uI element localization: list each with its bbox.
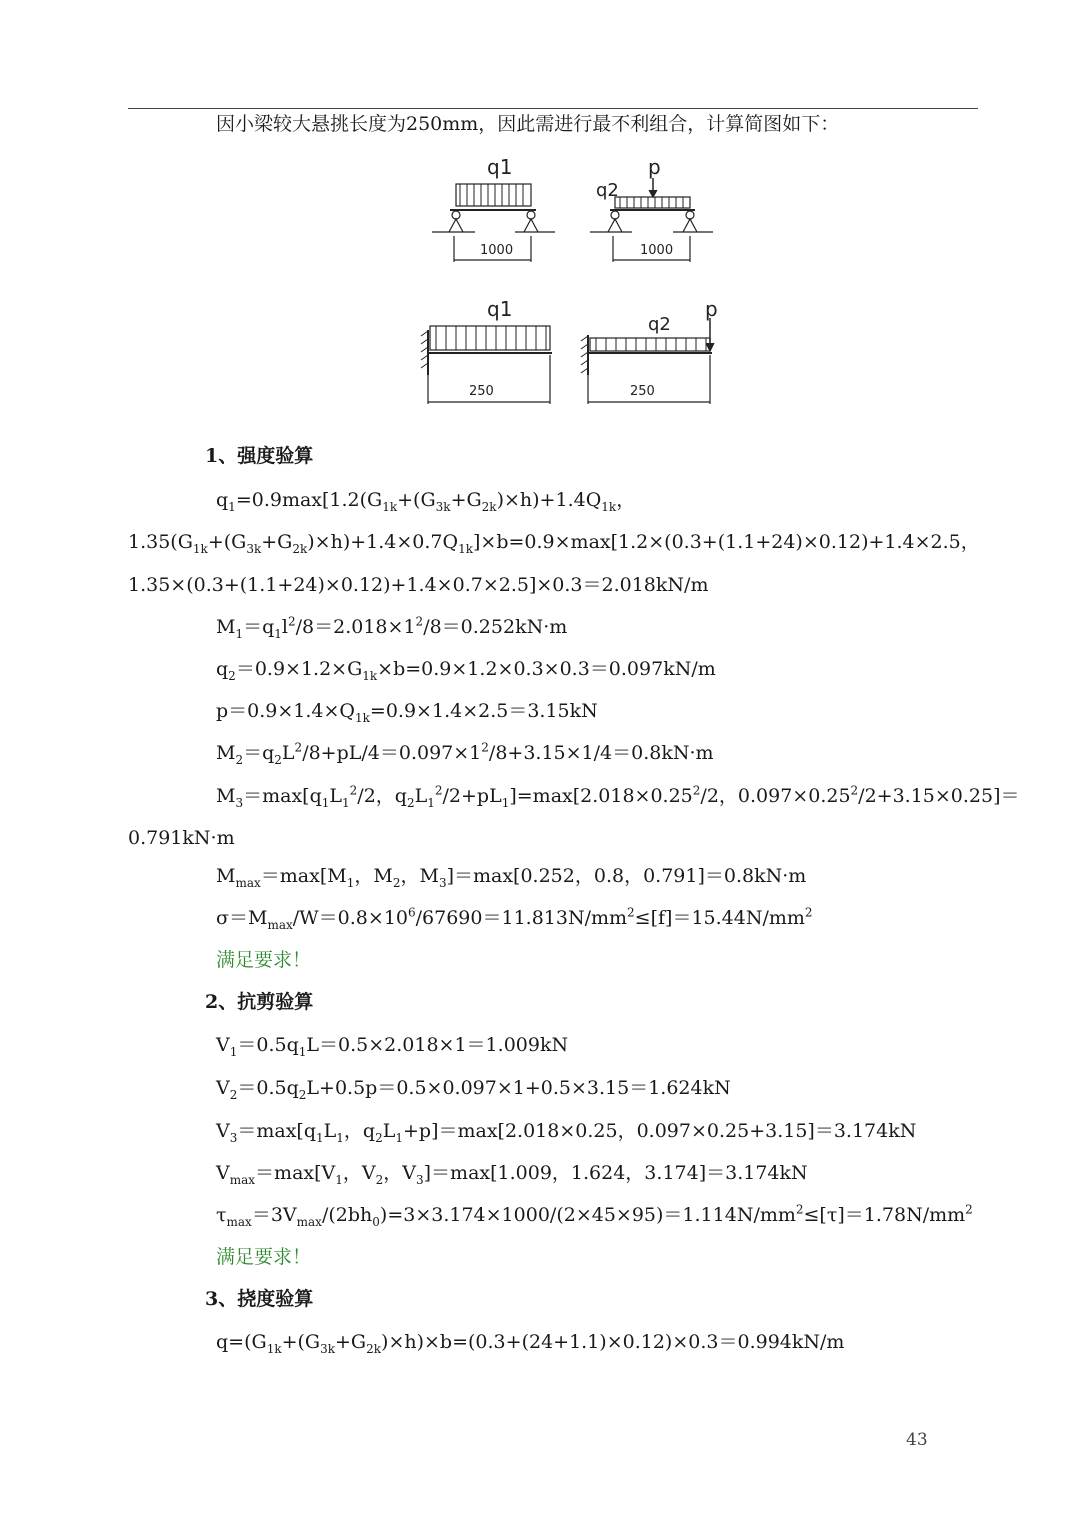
diagram-span: 1000	[640, 243, 674, 258]
section-heading-deflection: 3、挠度验算	[205, 1288, 314, 1310]
diagram-span: 250	[469, 384, 494, 399]
diagram-label-p: p	[648, 155, 661, 179]
formula-m1: $M_1=q_1l^2/8=2.018\times 1^2/8=0.252kN\cdot m$	[216, 614, 568, 641]
intro-text: 因小梁较大悬挑长度为250mm，因此需进行最不利组合，计算简图如下：	[216, 113, 840, 135]
formula-m3-line2: 0.791kN·m	[128, 827, 235, 849]
formula-q1-line2: $1.35(G_{1k}+(G_{3k}+G_{2k})\times h)+1.4\times 0.7Q_{1k}]\times b=0.9\times\max[1.2\times(0.3+(1.1+24)\times 0.12)+1.4\times 2.5$，	[128, 531, 980, 556]
diagram-span: 250	[630, 384, 655, 399]
diagram-span: 1000	[480, 243, 514, 258]
formula-v3: $V_3=\max[q_1L_1$，$q_2L_1+p]=\max[2.018\times 0.25$，0.097×0.25+3.15]＝3.174kN	[216, 1120, 917, 1145]
check-ok-shear: 满足要求！	[216, 1246, 312, 1268]
formula-q1: $q_1=0.9\max[1.2(G_{1k}+(G_{3k}+G_{2k})\times h)+1.4Q_{1k}$，	[216, 489, 636, 514]
formula-v1: $V_1=0.5q_1L=0.5\times 2.018\times 1=1.009kN$	[216, 1034, 569, 1059]
formula-vmax: $V_{max}=\max[V_1$，$V_2$，$V_3]=\max[1.009$，1.624，3.174]＝3.174kN	[216, 1162, 808, 1187]
diagram-label-q1: q1	[487, 155, 513, 179]
diagram-label-p: p	[705, 297, 718, 321]
diagram-label-q2: q2	[648, 314, 671, 335]
formula-mmax: $M_{max}=\max[M_1$，$M_2$，$M_3]=\max[0.252$，0.8，0.791]＝0.8kN·m	[216, 865, 807, 890]
diagram-label-q1: q1	[487, 297, 513, 321]
section-heading-shear: 2、抗剪验算	[205, 991, 314, 1013]
formula-tau: $\tau_{max}=3V_{max}/(2bh_0)=3\times 3.174\times 1000/(2\times 45\times 95)=1.114N/mm^2\le[\tau]=1.78N/mm^2$	[216, 1202, 973, 1229]
formula-p: $p=0.9\times 1.4\times Q_{1k}=0.9\times 1.4\times 2.5=3.15kN$	[216, 700, 598, 725]
formula-v2: $V_2=0.5q_2L+0.5p=0.5\times 0.097\times 1+0.5\times 3.15=1.624kN$	[216, 1077, 731, 1102]
beam-diagrams	[0, 0, 1080, 420]
check-ok-strength: 满足要求！	[216, 949, 312, 971]
formula-m2: $M_2=q_2L^2/8+pL/4=0.097\times 1^2/8+3.15\times 1/4=0.8kN\cdot m$	[216, 740, 714, 767]
formula-sigma: $\sigma=M_{max}/W=0.8\times 10^6/67690=11.813N/mm^2\le[f]=15.44N/mm^2$	[216, 905, 813, 932]
formula-q1-line3: 1.35×(0.3+(1.1+24)×0.12)+1.4×0.7×2.5]×0.3＝2.018kN/m	[128, 574, 709, 596]
formula-q2: $q_2=0.9\times 1.2\times G_{1k}\times b=0.9\times 1.2\times 0.3\times 0.3=0.097kN/m$	[216, 658, 716, 683]
section-heading-strength: 1、强度验算	[205, 445, 314, 467]
formula-m3: $M_3=\max[q_1L_1^2/2$，$q_2L_1^2/2+pL_1]=\max[2.018\times 0.25^2/2$，$0.097\times 0.25^2/2+3.15\times 0.25]=$	[216, 783, 1020, 810]
formula-q: $q=(G_{1k}+(G_{3k}+G_{2k})\times h)\times b=(0.3+(24+1.1)\times 0.12)\times 0.3=0.994kN/m$	[216, 1331, 845, 1356]
diagram-label-q2: q2	[596, 180, 619, 201]
page-number: 43	[906, 1430, 928, 1450]
